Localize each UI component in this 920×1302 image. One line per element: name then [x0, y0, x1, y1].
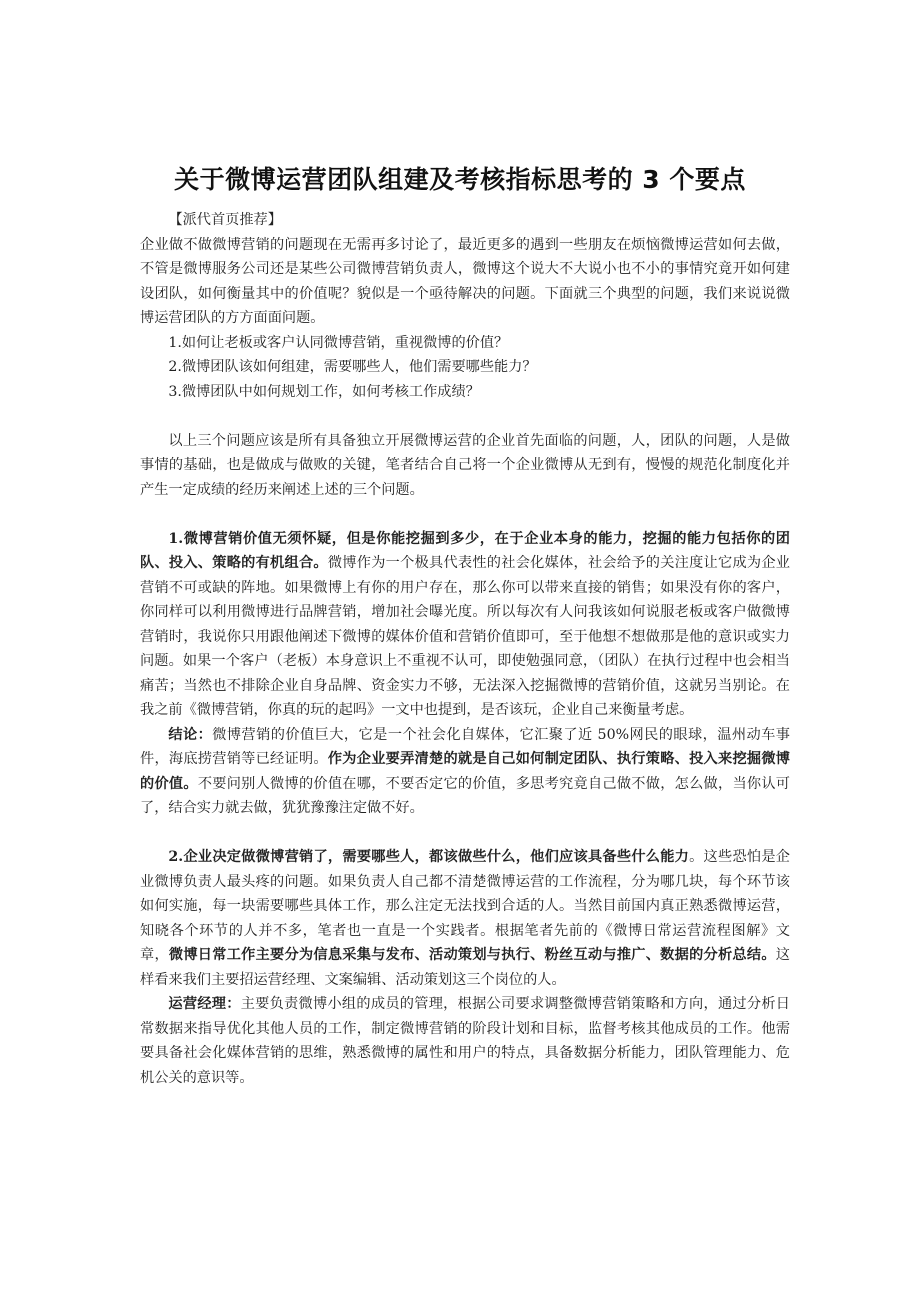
manager-label: 运营经理：: [168, 996, 241, 1012]
paragraph-gap: [140, 821, 790, 846]
conclusion-bold: 作为企业要弄清楚的就是自己如何制定团队、执行策略、投入来挖掘微博的价值。: [140, 751, 790, 792]
summary-paragraph: 以上三个问题应该是所有具备独立开展微博运营的企业首先面临的问题，人，团队的问题，人是做事情的基础，也是做成与做败的关键，笔者结合自己将一个企业微博从无到有，慢慢的规范化制度化并产生一定成绩的经历来阐述上述的三个问题。: [140, 432, 790, 498]
section2-body1: 。这些恐怕是企业微博负责人最头疼的问题。如果负责人自己都不清楚微博运营的工作流程，分为哪几块，每个环节该如何实施，每一块需要哪些具体工作，那么注定无法找到合适的人。当然目前国内真正熟悉微博运营，知晓各个环节的人并不多，笔者也一直是一个实践者。根据笔者先前的《微博日常运营流程图解》文章，: [140, 849, 790, 963]
section2-paragraph: [140, 845, 790, 992]
question-item: 3.微博团队中如何规划工作，如何考核工作成绩？: [168, 383, 480, 400]
section2-body2: 这样看来我们主要招运营经理、文案编辑、活动策划这三个岗位的人。: [140, 947, 790, 988]
question-item: 2.微博团队该如何组建，需要哪些人，他们需要哪些能力？: [168, 359, 537, 375]
document-title: 关于微博运营团队组建及考核指标思考的 3 个要点: [174, 165, 746, 194]
paragraph-gap: [140, 404, 790, 429]
manager-paragraph: [140, 992, 790, 1090]
conclusion-tail: 不要问别人微博的价值在哪，不要否定它的价值，多思考究竟自己做不做，怎么做，当你认可了，结合实力就去做，犹犹豫豫注定做不好。: [140, 775, 790, 816]
section1-paragraph: [140, 527, 790, 723]
question-item: 1.如何让老板或客户认同微博营销，重视微博的价值？: [168, 334, 509, 351]
conclusion-label: 结论：: [168, 726, 213, 743]
section1-body: 微博作为一个极具代表性的社会化媒体，社会给予的关注度让它成为企业营销不可或缺的阵地。如果微博上有你的用户存在，那么你可以带来直接的销售；如果没有你的客户，你同样可以利用微博进行品牌营销，增加社会曝光度。所以每次有人问我该如何说服老板或客户做微博营销时，我说你只用跟他阐述下微博的媒体价值和营销价值即可，至于他想不想做那是他的意识或实力问题。如果一个客户（老板）本身意识上不重视不认可，即使勉强同意，（团队）在执行过程中也会相当痛苦；当然也不排除企业自身品牌、资金实力不够，无法深入挖掘微博的营销价值，这就另当别论。在我之前《微博营销，你真的玩的起吗》一文中也提到，是否该玩，企业自己来衡量考虑。: [140, 555, 790, 718]
document-body: [140, 208, 790, 1090]
conclusion-text: 微博营销的价值巨大，它是一个社会化自媒体，它汇聚了近 50%网民的眼球，温州动车事件，海底捞营销等已经证明。: [140, 726, 790, 767]
intro-paragraph: 企业做不做微博营销的问题现在无需再多讨论了，最近更多的遇到一些朋友在烦恼微博运营如何去做，不管是微博服务公司还是某些公司微博营销负责人，微博这个说大不大说小也不小的事情究竟开如何建设团队，如何衡量其中的价值呢？貌似是一个亟待解决的问题。下面就三个典型的问题，我们来说说微博运营团队的方方面面问题。: [140, 236, 790, 326]
section2-heading: 2.企业决定做微博营销了，需要哪些人，都该做些什么，他们应该具备些什么能力: [168, 849, 690, 865]
section1-heading: 1.微博营销价值无须怀疑，但是你能挖掘到多少，在于企业本身的能力，挖掘的能力包括你的团队、投入、策略的有机组合。: [140, 530, 790, 571]
conclusion-paragraph: [140, 723, 790, 821]
section2-bold: 微博日常工作主要分为信息采集与发布、活动策划与执行、粉丝互动与推广、数据的分析总结。: [168, 947, 776, 963]
recommend-tag: 【派代首页推荐】: [168, 212, 282, 228]
manager-text: 主要负责微博小组的成员的管理，根据公司要求调整微博营销策略和方向，通过分析日常数据来指导优化其他人员的工作，制定微博营销的阶段计划和目标，监督考核其他成员的工作。他需要具备社会化媒体营销的思维，熟悉微博的属性和用户的特点，具备数据分析能力，团队管理能力、危机公关的意识等。: [140, 996, 790, 1086]
paragraph-gap: [140, 502, 790, 527]
